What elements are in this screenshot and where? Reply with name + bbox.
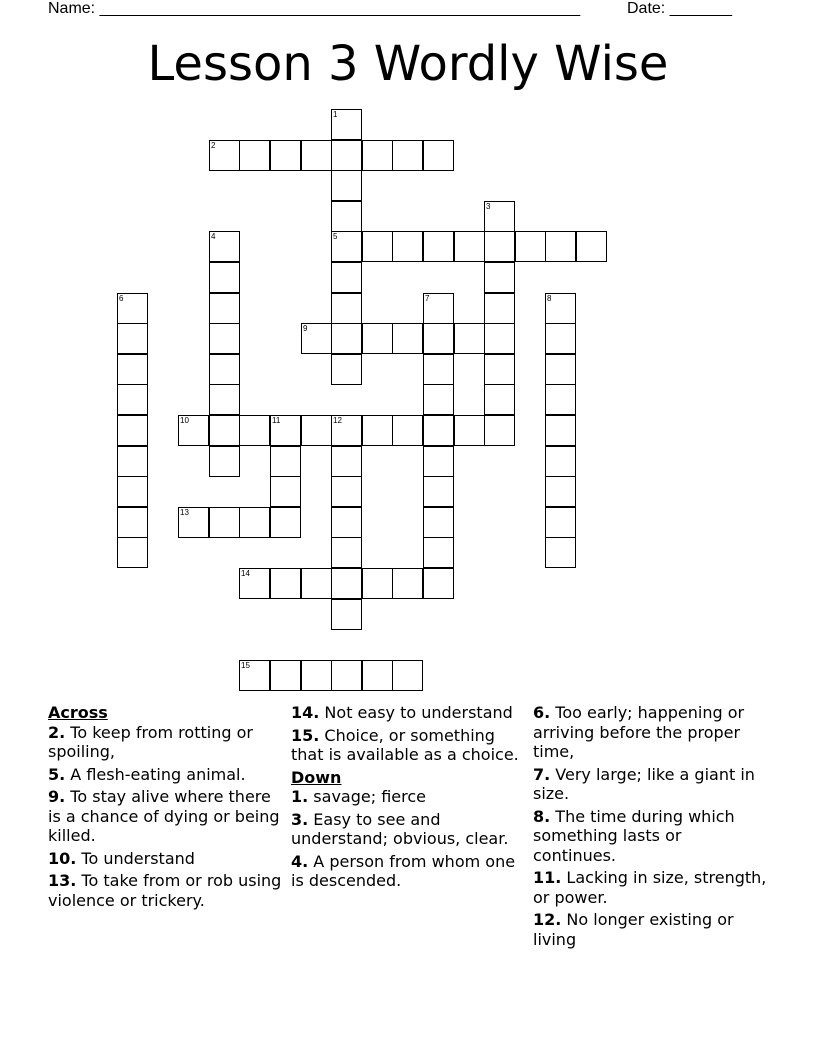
grid-cell[interactable] [270, 140, 301, 171]
clue-item [533, 765, 768, 804]
grid-cell[interactable] [117, 354, 148, 385]
grid-cell[interactable] [392, 140, 423, 171]
clue-item [291, 810, 526, 849]
grid-cell[interactable] [545, 354, 576, 385]
clue-number: 3. [291, 809, 309, 829]
grid-cell[interactable] [423, 140, 454, 171]
clue-number: 12. [533, 910, 562, 929]
clue-item [533, 703, 768, 762]
clue-number: 1. [291, 787, 309, 806]
clue-number: 7. [533, 764, 551, 784]
clue-text: Not easy to understand [319, 703, 513, 722]
grid-cell[interactable] [178, 415, 209, 446]
grid-cell[interactable] [117, 415, 148, 446]
grid-cell[interactable] [392, 660, 423, 691]
clue-number: 10. [48, 848, 77, 868]
clue-number: 15. [291, 725, 320, 745]
clue-item [533, 807, 768, 866]
grid-cell[interactable] [331, 231, 362, 262]
clue-number: 2. [48, 722, 66, 742]
grid-cell[interactable] [209, 446, 240, 477]
grid-cell[interactable] [423, 568, 454, 599]
clue-number-label: 6 [119, 294, 124, 303]
grid-cell[interactable] [484, 415, 515, 446]
grid-cell[interactable] [331, 293, 362, 324]
grid-cell[interactable] [484, 231, 515, 262]
clue-number-label: 7 [425, 294, 430, 303]
grid-cell[interactable] [239, 568, 270, 599]
grid-cell[interactable] [423, 446, 454, 477]
grid-cell[interactable] [117, 323, 148, 354]
clue-number-label: 8 [547, 294, 552, 303]
name-field[interactable]: Name: ______________________________________________________ [48, 0, 581, 17]
clue-item [48, 787, 283, 846]
clue-number: 4. [291, 851, 309, 871]
grid-cell[interactable] [545, 323, 576, 354]
grid-cell[interactable] [484, 293, 515, 324]
grid-cell[interactable] [270, 446, 301, 477]
grid-cell[interactable] [301, 415, 332, 446]
clue-number-label: 9 [303, 324, 308, 333]
grid-cell[interactable] [545, 415, 576, 446]
grid-cell[interactable] [515, 231, 546, 262]
page-title: Lesson 3 Wordly Wise [147, 36, 669, 92]
grid-cell[interactable] [239, 140, 270, 171]
grid-cell[interactable] [423, 415, 454, 446]
grid-cell[interactable] [423, 323, 454, 354]
grid-cell[interactable] [362, 231, 393, 262]
grid-cell[interactable] [209, 354, 240, 385]
clue-number: 13. [48, 871, 77, 890]
clue-text: Lacking in size, strength, or power. [533, 868, 767, 907]
clue-text: To stay alive where there is a chance of dying or being killed. [48, 787, 280, 845]
grid-cell[interactable] [239, 507, 270, 538]
clues-column-2 [291, 703, 526, 894]
clue-text: A person from whom one is descended. [291, 851, 516, 890]
clue-number: 6. [533, 703, 551, 722]
grid-cell[interactable] [270, 660, 301, 691]
grid-cell[interactable] [423, 384, 454, 415]
grid-cell[interactable] [362, 660, 393, 691]
clue-number-label: 5 [333, 232, 338, 241]
grid-cell[interactable] [270, 568, 301, 599]
grid-cell[interactable] [331, 507, 362, 538]
grid-cell[interactable] [209, 323, 240, 354]
clue-text: Too early; happening or arriving before the proper time, [533, 703, 745, 761]
grid-cell[interactable] [362, 568, 393, 599]
grid-cell[interactable] [545, 476, 576, 507]
clue-item [48, 765, 283, 785]
grid-cell[interactable] [423, 537, 454, 568]
clue-text: Very large; like a giant in size. [533, 764, 755, 803]
grid-cell[interactable] [423, 354, 454, 385]
clue-number-label: 2 [211, 141, 216, 150]
grid-cell[interactable] [117, 507, 148, 538]
grid-cell[interactable] [209, 140, 240, 171]
clue-item [48, 849, 283, 869]
clue-text: savage; fierce [308, 787, 426, 806]
clue-number-label: 14 [241, 569, 250, 578]
grid-cell[interactable] [484, 384, 515, 415]
clue-item [533, 868, 768, 907]
clue-number-label: 3 [486, 202, 491, 211]
grid-cell[interactable] [209, 415, 240, 446]
grid-cell[interactable] [545, 507, 576, 538]
grid-cell[interactable] [117, 446, 148, 477]
clues-column-3 [533, 703, 768, 952]
clue-number-label: 13 [180, 508, 189, 517]
clue-text: Easy to see and understand; obvious, clear. [291, 809, 509, 848]
clue-text: The time during which something lasts or continues. [533, 806, 735, 865]
grid-cell[interactable] [331, 354, 362, 385]
grid-cell[interactable] [423, 476, 454, 507]
grid-cell[interactable] [270, 507, 301, 538]
clue-number-label: 15 [241, 661, 250, 670]
grid-cell[interactable] [331, 201, 362, 232]
grid-cell[interactable] [484, 262, 515, 293]
grid-cell[interactable] [454, 415, 485, 446]
grid-cell[interactable] [331, 568, 362, 599]
clue-number-label: 10 [180, 416, 189, 425]
grid-cell[interactable] [484, 354, 515, 385]
clue-number-label: 11 [272, 416, 281, 425]
clue-text: To understand [76, 848, 195, 868]
clues-column-1 [48, 703, 283, 913]
grid-cell[interactable] [423, 293, 454, 324]
grid-cell[interactable] [545, 231, 576, 262]
clue-text: To keep from rotting or spoiling, [48, 722, 253, 761]
clue-number: 5. [48, 764, 66, 784]
grid-cell[interactable] [117, 293, 148, 324]
grid-cell[interactable] [331, 446, 362, 477]
clue-number-label: 4 [211, 232, 216, 241]
grid-cell[interactable] [454, 231, 485, 262]
grid-cell[interactable] [484, 323, 515, 354]
clue-number: 11. [533, 868, 562, 887]
clue-text: No longer existing or living [533, 910, 734, 949]
grid-cell[interactable] [362, 323, 393, 354]
grid-cell[interactable] [331, 170, 362, 201]
grid-cell[interactable] [301, 660, 332, 691]
grid-cell[interactable] [331, 109, 362, 140]
date-field[interactable]: Date: _______ [627, 0, 732, 17]
clue-text: Choice, or something that is available as a choice. [291, 725, 519, 764]
clue-item [48, 871, 283, 910]
grid-cell[interactable] [392, 323, 423, 354]
grid-cell[interactable] [392, 231, 423, 262]
grid-cell[interactable] [301, 568, 332, 599]
grid-cell[interactable] [545, 293, 576, 324]
grid-cell[interactable] [484, 201, 515, 232]
grid-cell[interactable] [239, 660, 270, 691]
grid-cell[interactable] [423, 507, 454, 538]
clue-number: 14. [291, 703, 320, 722]
grid-cell[interactable] [209, 231, 240, 262]
grid-cell[interactable] [209, 262, 240, 293]
grid-cell[interactable] [331, 262, 362, 293]
grid-cell[interactable] [545, 384, 576, 415]
grid-cell[interactable] [331, 599, 362, 630]
grid-cell[interactable] [423, 231, 454, 262]
grid-cell[interactable] [270, 415, 301, 446]
grid-cell[interactable] [362, 140, 393, 171]
clue-number-label: 1 [333, 110, 338, 119]
grid-cell[interactable] [239, 415, 270, 446]
grid-cell[interactable] [331, 323, 362, 354]
clue-item [48, 723, 283, 762]
grid-cell[interactable] [545, 446, 576, 477]
clue-item [291, 703, 526, 723]
clue-item [291, 852, 526, 891]
grid-cell[interactable] [117, 537, 148, 568]
clue-text: A flesh-eating animal. [65, 764, 246, 784]
grid-cell[interactable] [362, 415, 393, 446]
clue-text: To take from or rob using violence or trickery. [48, 871, 282, 910]
grid-cell[interactable] [209, 293, 240, 324]
clue-item [291, 726, 526, 765]
grid-cell[interactable] [576, 231, 607, 262]
clue-number-label: 12 [333, 416, 342, 425]
clue-number: 9. [48, 787, 66, 806]
clue-number: 8. [533, 806, 551, 826]
grid-cell[interactable] [331, 476, 362, 507]
grid-cell[interactable] [331, 415, 362, 446]
grid-cell[interactable] [178, 507, 209, 538]
grid-cell[interactable] [392, 568, 423, 599]
grid-cell[interactable] [301, 140, 332, 171]
grid-cell[interactable] [331, 660, 362, 691]
grid-cell[interactable] [117, 384, 148, 415]
clue-heading: Across [48, 703, 108, 722]
grid-cell[interactable] [209, 507, 240, 538]
grid-cell[interactable] [301, 323, 332, 354]
grid-cell[interactable] [454, 323, 485, 354]
grid-cell[interactable] [331, 537, 362, 568]
grid-cell[interactable] [331, 140, 362, 171]
grid-cell[interactable] [392, 415, 423, 446]
clue-item [533, 910, 768, 949]
clue-heading: Down [291, 767, 342, 787]
grid-cell[interactable] [545, 537, 576, 568]
grid-cell[interactable] [209, 384, 240, 415]
grid-cell[interactable] [117, 476, 148, 507]
grid-cell[interactable] [270, 476, 301, 507]
clue-item [291, 787, 526, 807]
